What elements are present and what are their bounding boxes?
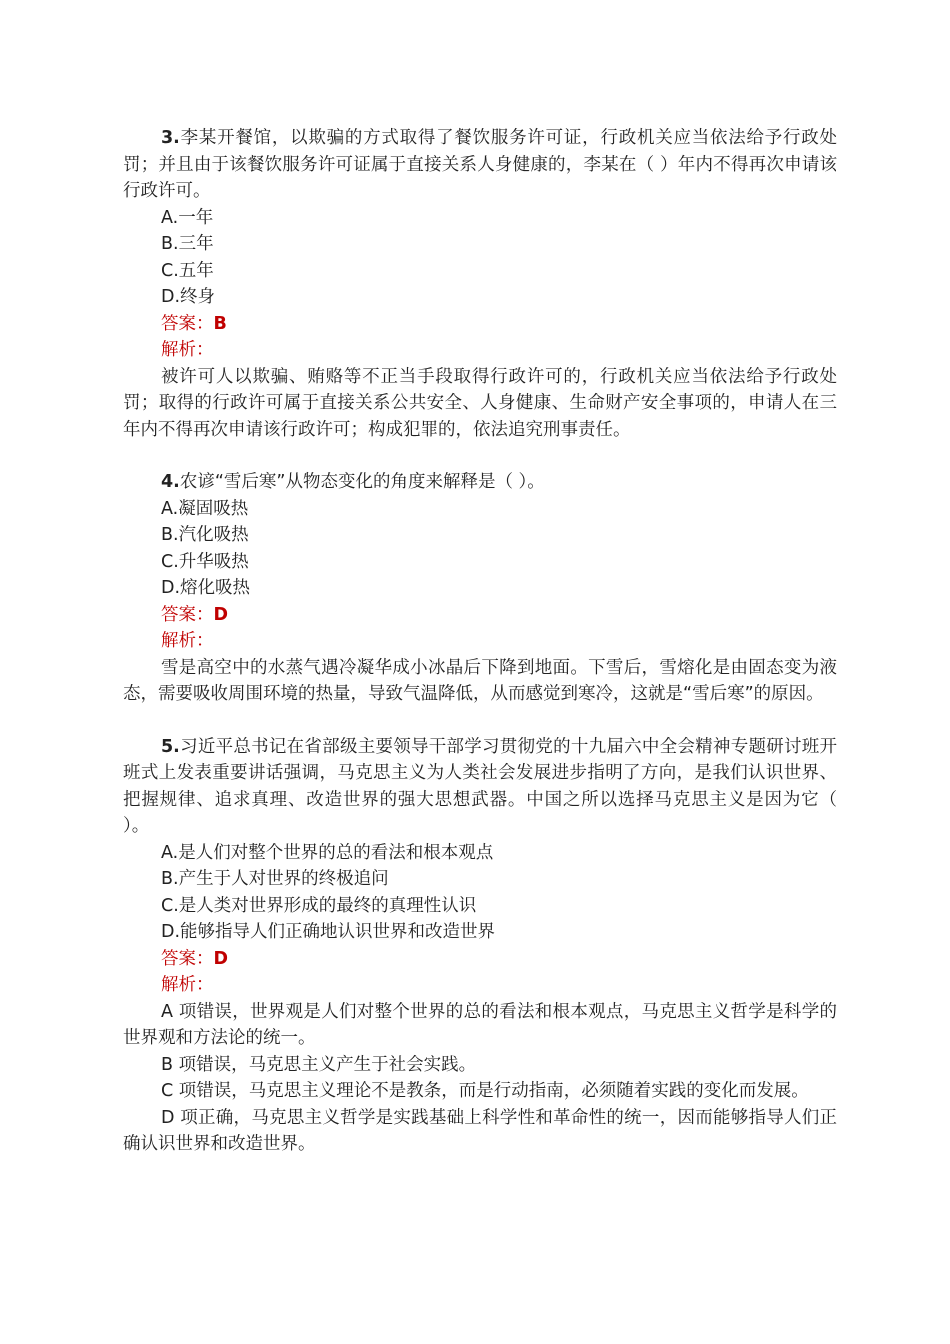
question-stem: 习近平总书记在省部级主要领导干部学习贯彻党的十九届六中全会精神专题研讨班开班式上发表重要讲话强调，马克思主义为人类社会发展进步指明了方向，是我们认识世界、把握规律、追求真理、改造世界的强大思想武器。中国之所以选择马克思主义是因为它（ ）。 <box>123 736 837 836</box>
analysis-paragraph: B 项错误，马克思主义产生于社会实践。 <box>161 1054 477 1075</box>
option-b: B.产生于人对世界的终极追问 <box>161 869 389 889</box>
analysis-label: 解析： <box>161 631 214 651</box>
answer-value: D <box>213 604 229 625</box>
answer-label: 答案： <box>161 948 214 969</box>
answer-value: B <box>213 313 227 334</box>
analysis-paragraph: D 项正确，马克思主义哲学是实践基础上科学性和革命性的统一，因而能够指导人们正确认识世界和改造世界。 <box>123 1107 837 1154</box>
question-5 <box>123 734 837 1158</box>
option-a: A.是人们对整个世界的总的看法和根本观点 <box>161 842 494 863</box>
analysis-label: 解析： <box>161 975 214 995</box>
analysis-paragraph: A 项错误，世界观是人们对整个世界的总的看法和根本观点，马克思主义哲学是科学的世界观和方法论的统一。 <box>123 1001 837 1048</box>
analysis-paragraph: 被许可人以欺骗、贿赂等不正当手段取得行政许可的，行政机关应当依法给予行政处罚；取得的行政许可属于直接关系公共安全、人身健康、生命财产安全事项的，申请人在三年内不得再次申请该行政许可；构成犯罪的，依法追究刑事责任。 <box>123 366 837 440</box>
option-c: C.升华吸热 <box>161 551 249 572</box>
option-b: B.汽化吸热 <box>161 525 249 545</box>
question-stem: 李某开餐馆，以欺骗的方式取得了餐饮服务许可证，行政机关应当依法给予行政处罚；并且由于该餐饮服务许可证属于直接关系人身健康的，李某在（ ）年内不得再次申请该行政许可。 <box>123 128 837 201</box>
analysis-paragraph: C 项错误，马克思主义理论不是教条，而是行动指南，必须随着实践的变化而发展。 <box>161 1081 809 1101</box>
analysis-paragraph: 雪是高空中的水蒸气遇冷凝华成小冰晶后下降到地面。下雪后，雪熔化是由固态变为液态，需要吸收周围环境的热量，导致气温降低，从而感觉到寒冷，这就是“雪后寒”的原因。 <box>123 657 837 704</box>
answer-line <box>123 602 837 629</box>
question-text <box>123 469 837 496</box>
option-c: C.五年 <box>161 260 214 281</box>
answer-line <box>123 311 837 338</box>
answer-line <box>123 946 837 973</box>
question-number: 3. <box>161 128 180 148</box>
question-number: 5. <box>161 736 180 757</box>
option-b: B.三年 <box>161 234 214 254</box>
option-d: D.终身 <box>161 287 216 307</box>
document-page <box>123 125 837 1184</box>
question-3 <box>123 125 837 443</box>
answer-value: D <box>213 948 229 969</box>
analysis-label: 解析： <box>161 340 214 360</box>
option-a: A.一年 <box>161 207 214 228</box>
answer-label: 答案： <box>161 604 214 625</box>
option-d: D.能够指导人们正确地认识世界和改造世界 <box>161 922 496 942</box>
option-c: C.是人类对世界形成的最终的真理性认识 <box>161 895 477 916</box>
question-stem: 农谚“雪后寒”从物态变化的角度来解释是（ ）。 <box>179 472 545 492</box>
question-text <box>123 734 837 840</box>
option-a: A.凝固吸热 <box>161 498 249 519</box>
option-d: D.熔化吸热 <box>161 578 251 598</box>
answer-label: 答案： <box>161 313 214 334</box>
question-number: 4. <box>161 472 180 492</box>
question-text <box>123 125 837 205</box>
question-4 <box>123 469 837 708</box>
